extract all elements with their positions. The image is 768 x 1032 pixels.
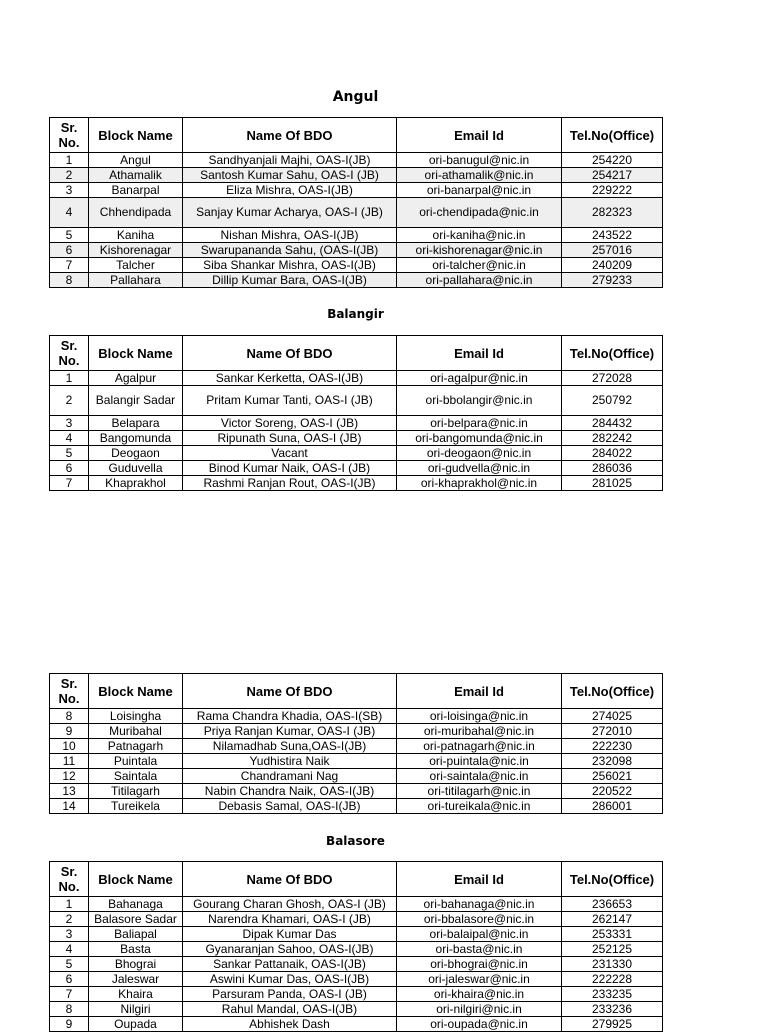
cell-email: ori-oupada@nic.in: [397, 1017, 562, 1032]
table-row: [50, 912, 663, 927]
cell-block: Balangir Sadar: [89, 386, 183, 416]
cell-sr: 1: [50, 897, 89, 912]
cell-block: Muribahal: [89, 724, 183, 739]
table-row: [50, 273, 663, 288]
cell-block: Agalpur: [89, 371, 183, 386]
cell-block: Angul: [89, 153, 183, 168]
cell-block: Nilgiri: [89, 1002, 183, 1017]
table-row: [50, 243, 663, 258]
header-block-name: Block Name: [89, 674, 183, 709]
cell-email: ori-gudvella@nic.in: [397, 461, 562, 476]
cell-bdo: Dipak Kumar Das: [183, 927, 397, 942]
cell-bdo: Rashmi Ranjan Rout, OAS-I(JB): [183, 476, 397, 491]
cell-bdo: Eliza Mishra, OAS-I(JB): [183, 183, 397, 198]
cell-email: ori-puintala@nic.in: [397, 754, 562, 769]
table-row: [50, 431, 663, 446]
table-row: [50, 183, 663, 198]
cell-bdo: Nishan Mishra, OAS-I(JB): [183, 228, 397, 243]
cell-email: ori-muribahal@nic.in: [397, 724, 562, 739]
header-email: Email Id: [397, 336, 562, 371]
cell-email: ori-banarpal@nic.in: [397, 183, 562, 198]
cell-sr: 9: [50, 724, 89, 739]
cell-tel: 281025: [562, 476, 663, 491]
table-row: [50, 769, 663, 784]
cell-sr: 7: [50, 987, 89, 1002]
section-title-balangir: Balangir: [327, 307, 384, 321]
cell-email: ori-saintala@nic.in: [397, 769, 562, 784]
cell-sr: 7: [50, 476, 89, 491]
cell-bdo: Rama Chandra Khadia, OAS-I(SB): [183, 709, 397, 724]
table-row: [50, 416, 663, 431]
cell-email: ori-deogaon@nic.in: [397, 446, 562, 461]
cell-tel: 229222: [562, 183, 663, 198]
cell-tel: 231330: [562, 957, 663, 972]
bdo-table-angul: [49, 117, 663, 288]
cell-tel: 243522: [562, 228, 663, 243]
cell-email: ori-loisinga@nic.in: [397, 709, 562, 724]
cell-bdo: Nilamadhab Suna,OAS-I(JB): [183, 739, 397, 754]
cell-bdo: Parsuram Panda, OAS-I (JB): [183, 987, 397, 1002]
cell-email: ori-bbolangir@nic.in: [397, 386, 562, 416]
table-row: [50, 228, 663, 243]
cell-email: ori-chendipada@nic.in: [397, 198, 562, 228]
cell-sr: 8: [50, 1002, 89, 1017]
cell-bdo: Aswini Kumar Das, OAS-I(JB): [183, 972, 397, 987]
cell-bdo: Sankar Pattanaik, OAS-I(JB): [183, 957, 397, 972]
header-bdo-name: Name Of BDO: [183, 862, 397, 897]
cell-sr: 5: [50, 957, 89, 972]
table-row: [50, 724, 663, 739]
cell-block: Jaleswar: [89, 972, 183, 987]
header-tel: Tel.No(Office): [562, 336, 663, 371]
cell-email: ori-bahanaga@nic.in: [397, 897, 562, 912]
cell-email: ori-basta@nic.in: [397, 942, 562, 957]
cell-tel: 220522: [562, 784, 663, 799]
cell-sr: 2: [50, 912, 89, 927]
cell-sr: 5: [50, 446, 89, 461]
cell-email: ori-athamalik@nic.in: [397, 168, 562, 183]
header-block-name: Block Name: [89, 118, 183, 153]
cell-email: ori-belpara@nic.in: [397, 416, 562, 431]
cell-tel: 257016: [562, 243, 663, 258]
cell-email: ori-khaira@nic.in: [397, 987, 562, 1002]
cell-email: ori-nilgiri@nic.in: [397, 1002, 562, 1017]
cell-email: ori-pallahara@nic.in: [397, 273, 562, 288]
cell-tel: 250792: [562, 386, 663, 416]
cell-tel: 286001: [562, 799, 663, 814]
cell-bdo: Rahul Mandal, OAS-I(JB): [183, 1002, 397, 1017]
bdo-table-balangir-continued: [49, 673, 663, 814]
cell-sr: 6: [50, 461, 89, 476]
cell-sr: 9: [50, 1017, 89, 1032]
cell-block: Kishorenagar: [89, 243, 183, 258]
cell-bdo: Santosh Kumar Sahu, OAS-I (JB): [183, 168, 397, 183]
table-row: [50, 371, 663, 386]
cell-email: ori-bangomunda@nic.in: [397, 431, 562, 446]
cell-tel: 279925: [562, 1017, 663, 1032]
cell-block: Tureikela: [89, 799, 183, 814]
cell-sr: 3: [50, 183, 89, 198]
cell-block: Loisingha: [89, 709, 183, 724]
table-row: [50, 1017, 663, 1032]
cell-tel: 222228: [562, 972, 663, 987]
table-row: [50, 386, 663, 416]
cell-tel: 252125: [562, 942, 663, 957]
cell-email: ori-talcher@nic.in: [397, 258, 562, 273]
cell-tel: 272028: [562, 371, 663, 386]
header-tel: Tel.No(Office): [562, 118, 663, 153]
table-row: [50, 799, 663, 814]
cell-email: ori-kishorenagar@nic.in: [397, 243, 562, 258]
cell-email: ori-khaprakhol@nic.in: [397, 476, 562, 491]
cell-tel: 262147: [562, 912, 663, 927]
table-row: [50, 784, 663, 799]
cell-bdo: Ripunath Suna, OAS-I (JB): [183, 431, 397, 446]
header-sr-no: Sr. No.: [50, 674, 89, 709]
cell-tel: 222230: [562, 739, 663, 754]
table-row: [50, 972, 663, 987]
cell-bdo: Sanjay Kumar Acharya, OAS-I (JB): [183, 198, 397, 228]
header-email: Email Id: [397, 118, 562, 153]
cell-sr: 14: [50, 799, 89, 814]
cell-tel: 254220: [562, 153, 663, 168]
cell-bdo: Debasis Samal, OAS-I(JB): [183, 799, 397, 814]
cell-sr: 8: [50, 709, 89, 724]
cell-block: Titilagarh: [89, 784, 183, 799]
cell-tel: 253331: [562, 927, 663, 942]
cell-sr: 4: [50, 942, 89, 957]
header-bdo-name: Name Of BDO: [183, 118, 397, 153]
cell-sr: 12: [50, 769, 89, 784]
table-row: [50, 927, 663, 942]
cell-bdo: Sankar Kerketta, OAS-I(JB): [183, 371, 397, 386]
cell-email: ori-banugul@nic.in: [397, 153, 562, 168]
header-bdo-name: Name Of BDO: [183, 336, 397, 371]
cell-tel: 254217: [562, 168, 663, 183]
header-email: Email Id: [397, 674, 562, 709]
table-row: [50, 739, 663, 754]
cell-bdo: Sandhyanjali Majhi, OAS-I(JB): [183, 153, 397, 168]
cell-block: Belapara: [89, 416, 183, 431]
cell-email: ori-balaipal@nic.in: [397, 927, 562, 942]
cell-sr: 13: [50, 784, 89, 799]
table-header-row: [50, 674, 663, 709]
cell-email: ori-bbalasore@nic.in: [397, 912, 562, 927]
cell-block: Bahanaga: [89, 897, 183, 912]
cell-sr: 11: [50, 754, 89, 769]
cell-bdo: Narendra Khamari, OAS-I (JB): [183, 912, 397, 927]
cell-bdo: Chandramani Nag: [183, 769, 397, 784]
cell-block: Basta: [89, 942, 183, 957]
section-title-balasore: Balasore: [326, 834, 385, 848]
cell-sr: 7: [50, 258, 89, 273]
cell-block: Patnagarh: [89, 739, 183, 754]
cell-block: Khaira: [89, 987, 183, 1002]
cell-bdo: Nabin Chandra Naik, OAS-I(JB): [183, 784, 397, 799]
header-sr-no: Sr. No.: [50, 118, 89, 153]
header-sr-no: Sr. No.: [50, 862, 89, 897]
table-header-row: [50, 862, 663, 897]
table-row: [50, 897, 663, 912]
cell-bdo: Siba Shankar Mishra, OAS-I(JB): [183, 258, 397, 273]
cell-sr: 6: [50, 972, 89, 987]
bdo-table-balasore: [49, 861, 663, 1032]
cell-block: Oupada: [89, 1017, 183, 1032]
cell-sr: 10: [50, 739, 89, 754]
cell-tel: 284432: [562, 416, 663, 431]
cell-bdo: Vacant: [183, 446, 397, 461]
header-tel: Tel.No(Office): [562, 862, 663, 897]
table-row: [50, 987, 663, 1002]
table-header-row: [50, 118, 663, 153]
cell-email: ori-titilagarh@nic.in: [397, 784, 562, 799]
table-row: [50, 709, 663, 724]
cell-block: Baliapal: [89, 927, 183, 942]
cell-block: Banarpal: [89, 183, 183, 198]
cell-bdo: Abhishek Dash: [183, 1017, 397, 1032]
cell-block: Guduvella: [89, 461, 183, 476]
cell-sr: 3: [50, 416, 89, 431]
header-tel: Tel.No(Office): [562, 674, 663, 709]
section-title-angul: Angul: [332, 89, 379, 105]
cell-block: Talcher: [89, 258, 183, 273]
cell-sr: 2: [50, 386, 89, 416]
table-row: [50, 446, 663, 461]
header-sr-no: Sr. No.: [50, 336, 89, 371]
cell-block: Puintala: [89, 754, 183, 769]
cell-tel: 282323: [562, 198, 663, 228]
cell-block: Kaniha: [89, 228, 183, 243]
cell-bdo: Swarupananda Sahu, (OAS-I(JB): [183, 243, 397, 258]
cell-sr: 4: [50, 198, 89, 228]
cell-block: Khaprakhol: [89, 476, 183, 491]
cell-sr: 2: [50, 168, 89, 183]
cell-email: ori-bhograi@nic.in: [397, 957, 562, 972]
cell-sr: 4: [50, 431, 89, 446]
cell-bdo: Victor Soreng, OAS-I (JB): [183, 416, 397, 431]
cell-tel: 282242: [562, 431, 663, 446]
cell-sr: 5: [50, 228, 89, 243]
cell-tel: 240209: [562, 258, 663, 273]
table-row: [50, 957, 663, 972]
cell-block: Chhendipada: [89, 198, 183, 228]
cell-block: Athamalik: [89, 168, 183, 183]
cell-block: Balasore Sadar: [89, 912, 183, 927]
table-row: [50, 198, 663, 228]
table-row: [50, 754, 663, 769]
table-header-row: [50, 336, 663, 371]
cell-email: ori-patnagarh@nic.in: [397, 739, 562, 754]
cell-tel: 256021: [562, 769, 663, 784]
header-email: Email Id: [397, 862, 562, 897]
cell-sr: 8: [50, 273, 89, 288]
cell-tel: 279233: [562, 273, 663, 288]
cell-sr: 6: [50, 243, 89, 258]
table-row: [50, 942, 663, 957]
cell-email: ori-tureikala@nic.in: [397, 799, 562, 814]
cell-bdo: Yudhistira Naik: [183, 754, 397, 769]
cell-tel: 272010: [562, 724, 663, 739]
cell-tel: 236653: [562, 897, 663, 912]
bdo-table-balangir: [49, 335, 663, 491]
table-row: [50, 258, 663, 273]
table-row: [50, 1002, 663, 1017]
cell-bdo: Pritam Kumar Tanti, OAS-I (JB): [183, 386, 397, 416]
cell-bdo: Dillip Kumar Bara, OAS-I(JB): [183, 273, 397, 288]
header-bdo-name: Name Of BDO: [183, 674, 397, 709]
cell-bdo: Gourang Charan Ghosh, OAS-I (JB): [183, 897, 397, 912]
cell-block: Saintala: [89, 769, 183, 784]
cell-block: Bangomunda: [89, 431, 183, 446]
table-row: [50, 168, 663, 183]
cell-tel: 232098: [562, 754, 663, 769]
cell-email: ori-jaleswar@nic.in: [397, 972, 562, 987]
cell-tel: 274025: [562, 709, 663, 724]
header-block-name: Block Name: [89, 336, 183, 371]
cell-tel: 233236: [562, 1002, 663, 1017]
cell-sr: 1: [50, 371, 89, 386]
table-row: [50, 476, 663, 491]
cell-bdo: Binod Kumar Naik, OAS-I (JB): [183, 461, 397, 476]
table-row: [50, 461, 663, 476]
cell-tel: 286036: [562, 461, 663, 476]
cell-bdo: Gyanaranjan Sahoo, OAS-I(JB): [183, 942, 397, 957]
cell-tel: 233235: [562, 987, 663, 1002]
table-row: [50, 153, 663, 168]
cell-block: Deogaon: [89, 446, 183, 461]
header-block-name: Block Name: [89, 862, 183, 897]
cell-email: ori-kaniha@nic.in: [397, 228, 562, 243]
cell-bdo: Priya Ranjan Kumar, OAS-I (JB): [183, 724, 397, 739]
cell-email: ori-agalpur@nic.in: [397, 371, 562, 386]
cell-tel: 284022: [562, 446, 663, 461]
cell-sr: 3: [50, 927, 89, 942]
cell-block: Pallahara: [89, 273, 183, 288]
cell-block: Bhograi: [89, 957, 183, 972]
cell-sr: 1: [50, 153, 89, 168]
